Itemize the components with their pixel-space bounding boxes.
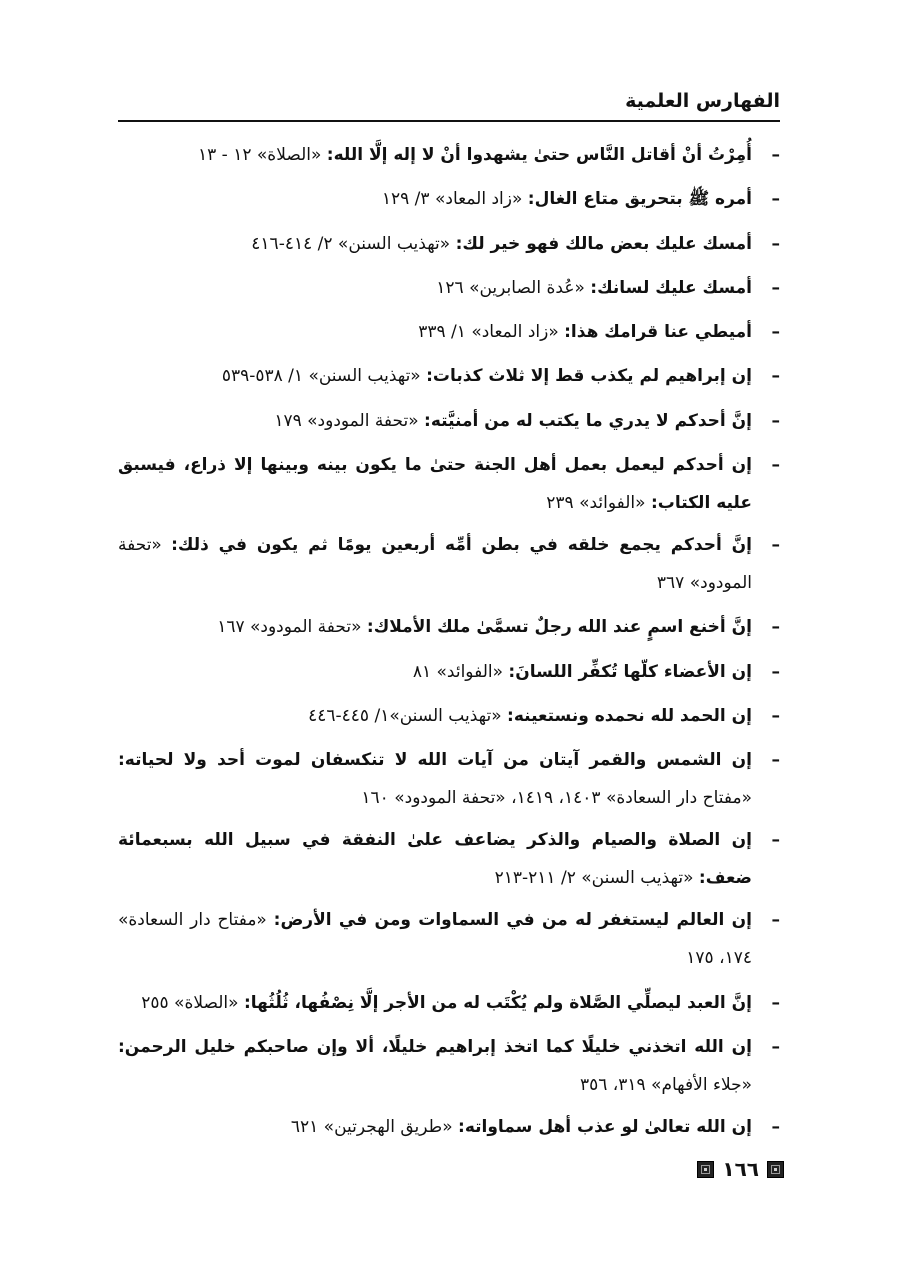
entry-text: إن الله اتخذني خليلًا كما اتخذ إبراهيم خليلًا، ألا وإن صاحبكم خليل الرحمن:	[118, 1036, 752, 1057]
entry-text: أمسك عليك بعض مالك فهو خير لك:	[455, 233, 752, 254]
entry-text: أمره ﷺ بتحريق متاع الغال:	[527, 189, 752, 210]
index-entry	[118, 984, 780, 1022]
entry-text: إن الله تعالىٰ لو عذب أهل سماواته:	[458, 1116, 752, 1137]
entry-dash: –	[771, 661, 780, 682]
index-entry	[118, 180, 780, 218]
entry-text: إن العالم ليستغفر له من في السماوات ومن في الأرض:	[273, 910, 752, 931]
entry-dash: –	[771, 1116, 780, 1137]
index-entry	[118, 357, 780, 395]
entry-reference: «الفوائد» ٢٣٩	[546, 493, 651, 514]
hadith-index-list	[118, 136, 780, 1152]
entry-dash: –	[771, 617, 780, 638]
index-entry	[118, 269, 780, 307]
entry-reference: «تهذيب السنن» ٢/ ٢١١-٢١٣	[494, 868, 699, 889]
header-rule	[118, 120, 780, 122]
index-entry	[118, 608, 780, 646]
entry-text: إن الحمد لله نحمده ونستعينه:	[507, 705, 752, 726]
index-entry	[118, 225, 780, 263]
entry-dash: –	[771, 233, 780, 254]
entry-text: أمسك عليك لسانك:	[590, 277, 752, 298]
entry-dash: –	[771, 145, 780, 165]
entry-dash: –	[771, 992, 780, 1013]
entry-dash: –	[771, 750, 780, 771]
entry-dash: –	[771, 910, 780, 931]
entry-dash: –	[771, 277, 780, 298]
entry-reference: «عُدة الصابرين» ١٢٦	[436, 277, 591, 298]
entry-reference: «تهذيب السنن» ٢/ ٤١٤-٤١٦	[251, 233, 456, 254]
entry-reference: «تهذيب السنن» ١/ ٥٣٨-٥٣٩	[221, 366, 427, 387]
entry-text: إن الصلاة والصيام والذكر يضاعف علىٰ النفقة في سبيل الله بسبعمائة ضعف:	[118, 830, 752, 889]
entry-text: إنَّ أحدكم يجمع خلقه في بطن أمِّه أربعين يومًا ثم يكون في ذلك:	[171, 535, 752, 556]
index-entry	[118, 1108, 780, 1146]
entry-reference: «تهذيب السنن»١/ ٤٤٥-٤٤٦	[308, 705, 508, 726]
entry-text: إن الأعضاء كلّها تُكفِّر اللسانَ:	[508, 661, 752, 682]
entry-reference: «الفوائد» ٨١	[412, 661, 509, 682]
index-entry	[118, 446, 780, 522]
index-entry	[118, 526, 780, 602]
entry-reference: «زاد المعاد» ١/ ٣٣٩	[418, 322, 565, 343]
index-entry	[118, 901, 780, 977]
entry-text: إنَّ أحدكم لا يدري ما يكتب له من أمنيَّته:	[424, 410, 752, 431]
entry-reference: «تحفة المودود» ١٧٩	[274, 410, 425, 431]
entry-dash: –	[771, 455, 780, 476]
header-title: الفهارس العلمية	[625, 90, 780, 112]
index-entry	[118, 136, 780, 174]
entry-dash: –	[771, 189, 780, 210]
index-entry	[118, 741, 780, 817]
entry-reference: «مفتاح دار السعادة» ١٧٤، ١٧٥	[118, 910, 752, 969]
index-entry	[118, 1028, 780, 1104]
entry-reference: «الصلاة» ١٢ - ١٣	[198, 145, 327, 165]
index-entry	[118, 697, 780, 735]
entry-reference: «مفتاح دار السعادة» ١٤٠٣، ١٤١٩، «تحفة المودود» ١٦٠	[361, 788, 752, 809]
entry-reference: «تحفة المودود» ١٦٧	[217, 617, 367, 638]
entry-reference: «تحفة المودود» ٣٦٧	[118, 535, 752, 594]
running-header	[118, 86, 780, 122]
entry-text: إن أحدكم ليعمل بعمل أهل الجنة حتىٰ ما يكون بينه وبينها إلا ذراع، فيسبق عليه الكتاب:	[118, 455, 752, 514]
entry-text: أُمِرْتُ أنْ أقاتل النَّاس حتىٰ يشهدوا أنْ لا إله إلَّا الله:	[326, 145, 752, 165]
entry-reference: «جلاء الأفهام» ٣١٩، ٣٥٦	[579, 1074, 752, 1095]
index-entry	[118, 402, 780, 440]
index-entry	[118, 313, 780, 351]
entry-dash: –	[771, 705, 780, 726]
entry-dash: –	[771, 322, 780, 343]
square-ornament-icon	[697, 1161, 714, 1178]
entry-text: إنَّ العبد ليصلِّي الصَّلاة ولم يُكْتَب له من الأجر إلَّا نِصْفُها، ثُلُثُها:	[243, 992, 752, 1013]
entry-text: إن الشمس والقمر آيتان من آيات الله لا تنكسفان لموت أحد ولا لحياته:	[118, 750, 752, 771]
entry-text: إن إبراهيم لم يكذب قط إلا ثلاث كذبات:	[426, 366, 752, 387]
entry-reference: «طريق الهجرتين» ٦٢١	[290, 1116, 459, 1137]
entry-dash: –	[771, 830, 780, 851]
page-number: ١٦٦	[722, 1157, 759, 1181]
entry-reference: «زاد المعاد» ٣/ ١٢٩	[381, 189, 528, 210]
entry-dash: –	[771, 366, 780, 387]
entry-reference: «الصلاة» ٢٥٥	[141, 992, 244, 1013]
page-footer	[660, 1152, 784, 1186]
square-ornament-icon	[767, 1161, 784, 1178]
entry-dash: –	[771, 1036, 780, 1057]
entry-dash: –	[771, 410, 780, 431]
index-entry	[118, 821, 780, 897]
index-entry	[118, 653, 780, 691]
entry-text: أميطي عنا قرامك هذا:	[564, 322, 752, 343]
entry-dash: –	[771, 535, 780, 556]
entry-text: إنَّ أخنع اسمٍ عند الله رجلٌ تسمَّىٰ ملك الأملاك:	[366, 617, 752, 638]
